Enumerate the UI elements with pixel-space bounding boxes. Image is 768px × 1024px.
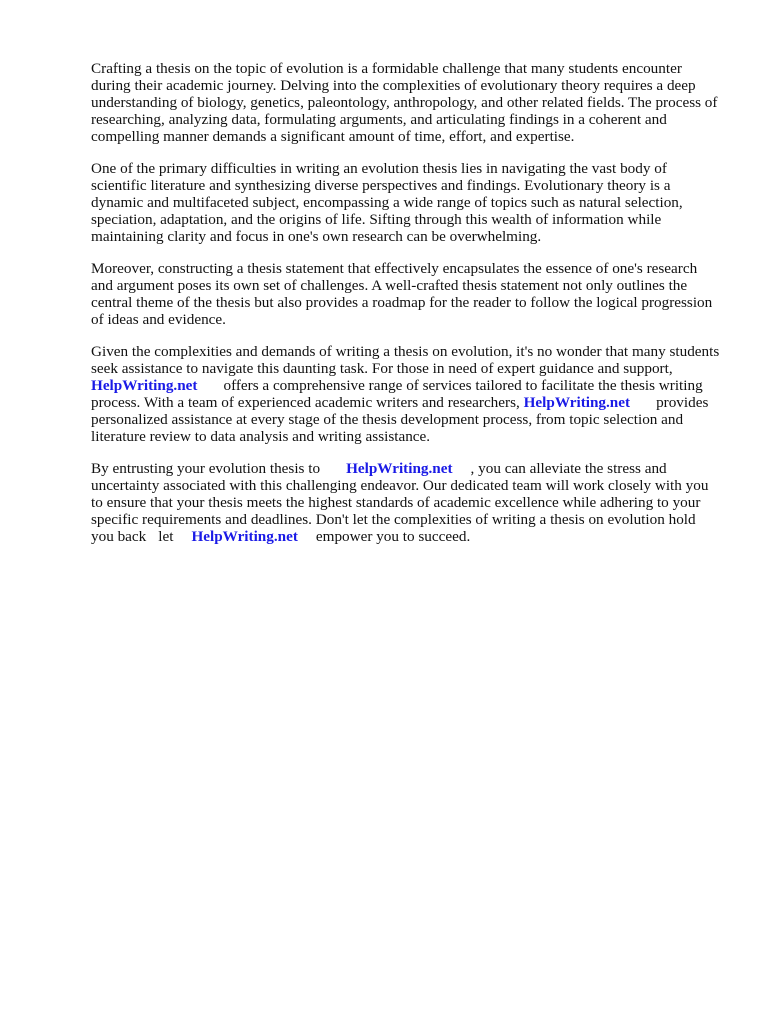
paragraph-cta-text-4: empower you to succeed. xyxy=(315,528,471,545)
helpwriting-link[interactable]: HelpWriting.net xyxy=(191,528,298,545)
document-page xyxy=(91,60,721,560)
paragraph-difficulties: One of the primary difficulties in writing an evolution thesis lies in navigating the vast body of scientific literature and synthesizing diverse perspectives and findings. Evolutionary theory is a dynamic and multifaceted subject, encompassing a wide range of topics such as natural selection, speciation, adaptation, and the origins of life. Sifting through this wealth of information while maintaining clarity and focus in one's own research can be overwhelming. xyxy=(91,160,683,245)
paragraph-assistance xyxy=(91,343,721,445)
paragraph-assistance-text-2: offers a comprehensive range of services tailored to facilitate the thesis writing process. With a team of experienced academic writers and researchers, xyxy=(91,377,703,411)
paragraph-cta-text-2: , you can alleviate the stress and uncertainty associated with this challenging endeavor. Our dedicated team will work closely with you to ensure that your thesis meets the highest standards of academic excellence while adhering to your specific requirements and deadlines. Don't let the complexities of writing a thesis on evolution hold you back xyxy=(91,460,709,545)
helpwriting-link[interactable]: HelpWriting.net xyxy=(346,460,453,477)
paragraph-cta-text-3: let xyxy=(158,528,174,545)
helpwriting-link[interactable]: HelpWriting.net xyxy=(91,377,198,394)
helpwriting-link[interactable]: HelpWriting.net xyxy=(523,394,631,411)
paragraph-assistance-text-3: provides personalized assistance at every stage of the thesis development process, from topic selection and literature review to data analysis and writing assistance. xyxy=(91,394,709,445)
paragraph-intro: Crafting a thesis on the topic of evolution is a formidable challenge that many students encounter during their academic journey. Delving into the complexities of evolutionary theory requires a deep understanding of biology, genetics, paleontology, anthropology, and other related fields. The process of researching, analyzing data, formulating arguments, and articulating findings in a coherent and compelling manner demands a significant amount of time, effort, and expertise. xyxy=(91,60,718,145)
paragraph-thesis-statement: Moreover, constructing a thesis statement that effectively encapsulates the essence of one's research and argument poses its own set of challenges. A well-crafted thesis statement not only outlines the central theme of the thesis but also provides a roadmap for the reader to follow the logical progression of ideas and evidence. xyxy=(91,260,713,328)
paragraph-call-to-action xyxy=(91,460,721,545)
paragraph-cta-text-1: By entrusting your evolution thesis to xyxy=(91,460,321,477)
paragraph-assistance-text-1: Given the complexities and demands of writing a thesis on evolution, it's no wonder that many students seek assistance to navigate this daunting task. For those in need of expert guidance and support, xyxy=(91,343,720,377)
